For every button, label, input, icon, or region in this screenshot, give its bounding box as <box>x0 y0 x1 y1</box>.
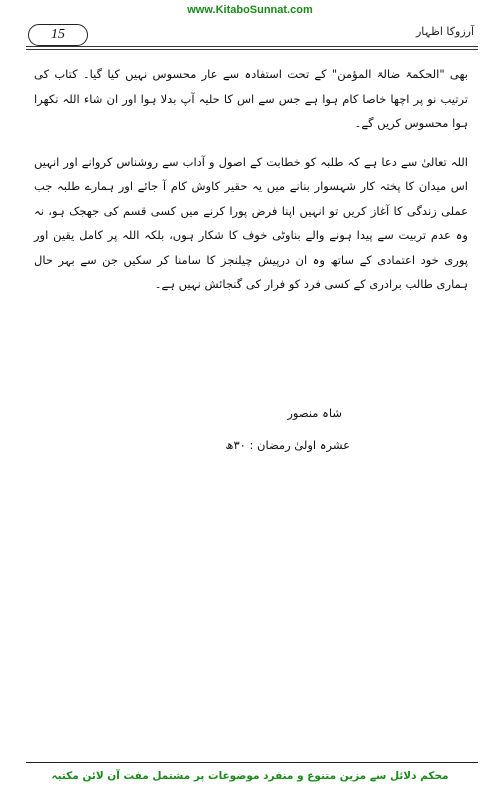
paragraph-gap <box>34 136 468 150</box>
signature-name: شاہ منصور <box>287 406 342 420</box>
page-number-badge <box>28 24 88 46</box>
site-url[interactable]: www.KitaboSunnat.com <box>187 4 313 16</box>
page-number: 15 <box>51 27 65 42</box>
running-title: آرزوکا اظہار <box>416 25 474 38</box>
page-header <box>28 24 476 44</box>
header-rule-thin <box>26 49 478 50</box>
paragraph-2: اللہ تعالیٰ سے دعا ہے کہ طلبہ کو خطابت کے اصول و آداب سے روشناس کروانے اور انہیں اس میدان کا پختہ کار شہسوار بنانے میں یہ حقیر کاوش کام آ جائے اور ہمارے طلبہ جب عملی زندگی کا آغاز کریں تو انہیں اپنا فرض پورا کرنے میں کسی قسم کی جھجک ہو، نہ وہ عدم تربیت سے پیدا ہونے والے بناوٹی خوف کا شکار ہوں، بلکہ اللہ پر کامل یقین اور پوری خود اعتمادی کے ساتھ وہ ان درپیش چیلنجز کا سامنا کر سکیں جن سے بہر حال ہماری طالب برادری کے کسی فرد کو فرار کی گنجائش نہیں ہے۔ <box>34 154 468 291</box>
main-text <box>34 62 468 297</box>
footer-rule <box>26 762 478 763</box>
header-rule <box>26 46 478 47</box>
signature-date: عشرہ اولیٰ رمضان : ۳۰ھ <box>225 438 350 452</box>
footer-text[interactable]: محکم دلائل سے مزین متنوع و منفرد موضوعات پر مشتمل مفت آن لائن مکتبہ <box>51 770 449 782</box>
paragraph-1: بھی "الحکمۃ ضالۃ المؤمن" کے تحت استفادہ سے عار محسوس نہیں کیا گیا۔ کتاب کی ترتیب نو پر اچھا خاصا کام ہوا ہے جس سے اس کا حلیہ آپ بدلا ہوا اور ان شاء اللہ نکھرا ہوا محسوس کریں گے۔ <box>34 67 468 130</box>
